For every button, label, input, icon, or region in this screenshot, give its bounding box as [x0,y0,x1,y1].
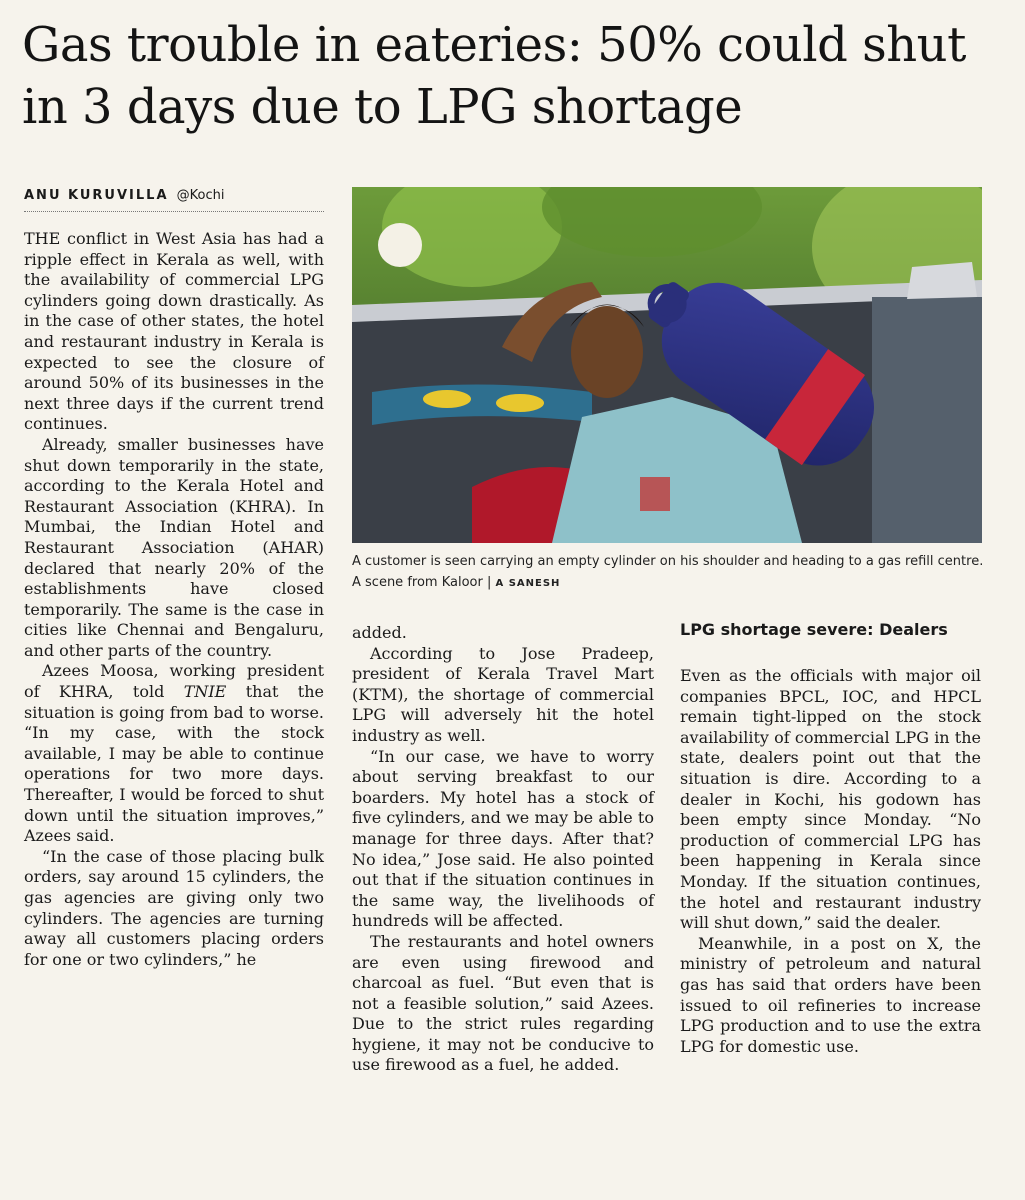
headline: Gas trouble in eateries: 50% could shut in 3 days due to LPG shortage [22,17,966,135]
subhead: LPG shortage severe: Dealers [680,620,948,639]
byline-location: @Kochi [176,188,225,203]
paragraph: Azees Moosa, working president of KHRA, told TNIE that the situation is going from bad to worse. “In my case, with the stock available, I may be able to continue operations for two more days. Thereafter, I would be forced to shut down until the situation improves,” Azees said. [24,661,325,846]
paragraph: The restaurants and hotel owners are even using firewood and charcoal as fuel. “But even that is not a feasible solution,” said Azees. Due to the strict rules regarding hygiene, it may not be conducive to use firewood as a fuel, he added. [352,931,654,1075]
paragraph: “In our case, we have to worry about serving breakfast to our boarders. My hotel has a stock of five cylinders, and we may be able to manage for three days. After that? No idea,” Jose said. He also pointed out that if the situation continues in the same way, the livelihoods of hundreds will be affected. [352,746,654,931]
paragraph: Already, smaller businesses have shut down temporarily in the state, according to the Kerala Hotel and Restaurant Association (KHRA). In Mumbai, the Indian Hotel and Restaurant Association (AHAR) declared that nearly 20% of the establishments have closed temporarily. The same is the case in cities like Chennai and Bengaluru, and other parts of the country. [24,434,324,660]
article-column-3 [680,666,981,1057]
paragraph: Even as the officials with major oil companies BPCL, IOC, and HPCL remain tight-lipped on the stock availability of commercial LPG in the state, dealers point out that the situation is dire. According to a dealer in Kochi, his godown has been empty since Monday. “No production of commercial LPG has been happening in Kerala since Monday. If the situation continues, the hotel and restaurant industry will shut down,” said the dealer. [680,666,981,933]
paragraph: Meanwhile, in a post on X, the ministry of petroleum and natural gas has said that orders have been issued to oil refineries to increase LPG production and to use the extra LPG for domestic use. [680,933,981,1056]
paragraph: added. [352,623,407,642]
publication-name: TNIE [183,682,227,702]
photo-caption [352,551,984,594]
news-photo [352,187,982,543]
caption-text: A customer is seen carrying an empty cylinder on his shoulder and heading to a gas refill centre. A scene from Kaloor | [352,554,984,590]
article-column-2 [352,623,654,1076]
byline [24,186,324,212]
byline-author: ANU KURUVILLA [24,188,169,203]
paragraph: “In the case of those placing bulk orders, say around 15 cylinders, the gas agencies are giving only two cylinders. The agencies are turning away all customers placing orders for one or two cylinders,” he [24,846,324,969]
photo-credit: A SANESH [495,578,561,589]
paragraph: According to Jose Pradeep, president of Kerala Travel Mart (KTM), the shortage of commercial LPG will adversely hit the hotel industry as well. [352,643,654,745]
article-column-1 [24,229,324,970]
paragraph: THE conflict in West Asia has had a ripple effect in Kerala as well, with the availability of commercial LPG cylinders going down drastically. As in the case of other states, the hotel and restaurant industry in Kerala is expected to see the closure of around 50% of its businesses in the next three days if the current trend continues. [24,229,324,434]
